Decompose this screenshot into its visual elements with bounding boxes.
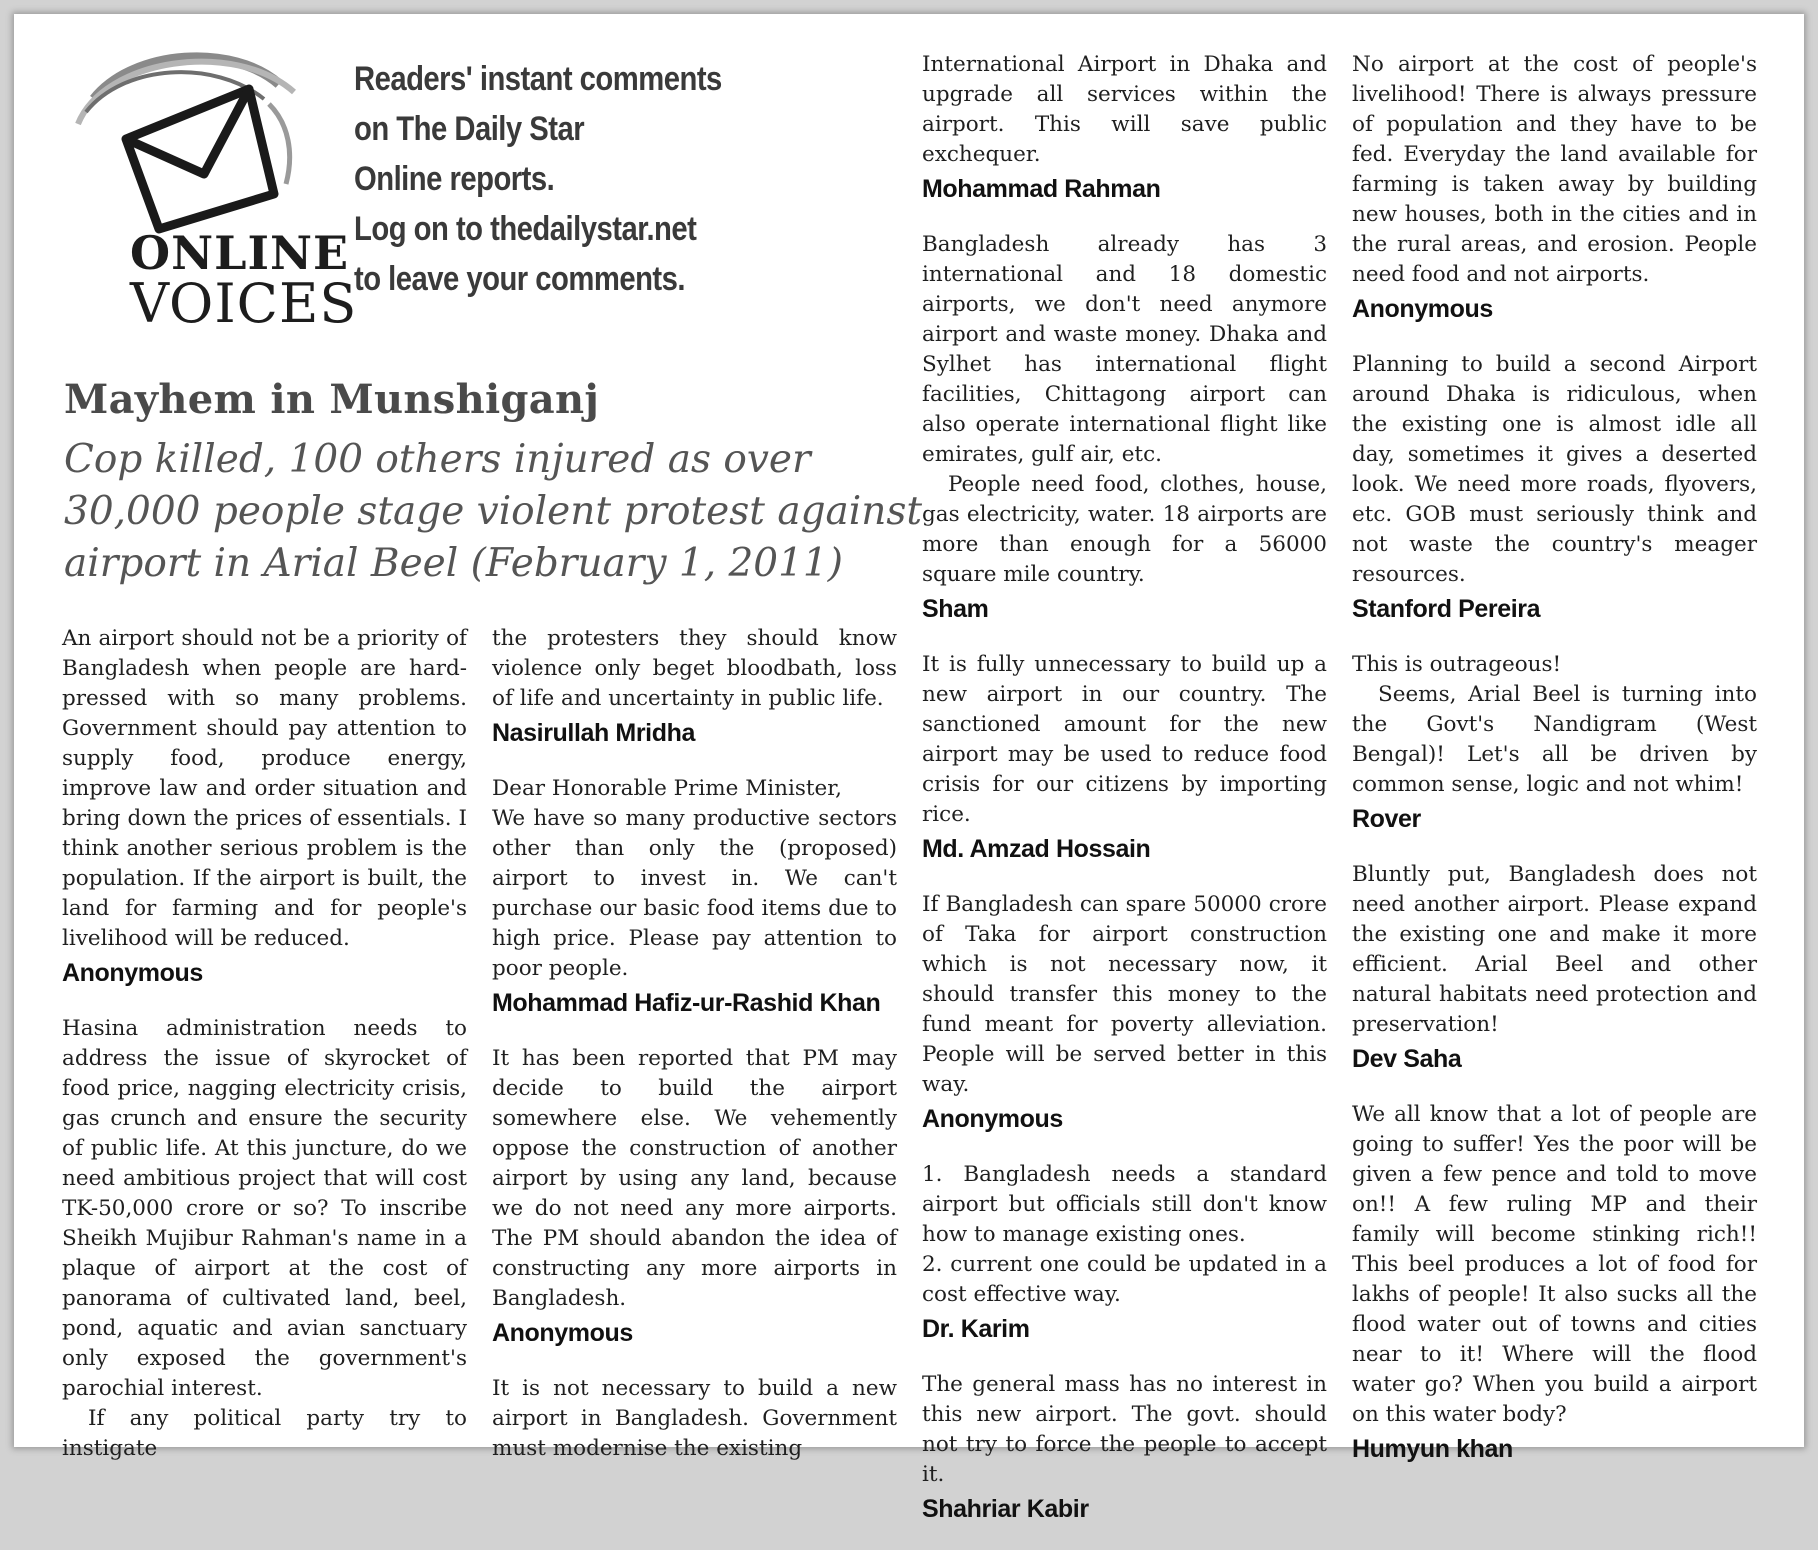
comment-text: It has been reported that PM may decide to build the airport somewhere else. We vehemently oppose the construction of another airport by using any land, because we do not need any more airports. The PM should abandon the idea of constructing any more airports in Bangladesh. xyxy=(492,1046,897,1311)
logo-text-voices: VOICES xyxy=(130,272,358,335)
commenter-name: Nasirullah Mridha xyxy=(492,719,695,747)
commenter-name: Rover xyxy=(1352,805,1421,833)
comment-text: Dear Honorable Prime Minister, xyxy=(492,776,842,801)
comment-text: Bangladesh already has 3 international and 18 domestic airports, we don't need anymore airport and waste money. Dhaka and Sylhet has international flight facilities, Chittagong airport can also operate international flight like emirates, gulf air, etc. xyxy=(922,232,1327,467)
promo-text xyxy=(354,54,836,304)
comment-text: This is outrageous! xyxy=(1352,652,1562,677)
commenter-name: Mohammad Hafiz-ur-Rashid Khan xyxy=(492,989,881,1017)
commenter-name: Anonymous xyxy=(922,1105,1063,1133)
comment-text: Planning to build a second Airport around Dhaka is ridiculous, when the existing one is almost idle all day, sometimes it gives a deserted look. We need more roads, flyovers, etc. GOB must seriously think and not waste the country's meager resources. xyxy=(1352,352,1757,587)
promo-line: Readers' instant comments xyxy=(354,60,722,98)
promo-line: Online reports. xyxy=(354,160,555,198)
commenter-name: Sham xyxy=(922,595,989,623)
commenter-name: Dr. Karim xyxy=(922,1315,1030,1343)
promo-line: on The Daily Star xyxy=(354,110,585,148)
envelope-icon xyxy=(64,44,324,234)
comment-text: It is not necessary to build a new airport in Bangladesh. Government must modernise the existing xyxy=(492,1376,897,1461)
comment-text: International Airport in Dhaka and upgrade all services within the airport. This will save public exchequer. xyxy=(922,52,1327,167)
comment-column-3 xyxy=(922,50,1327,1550)
commenter-name: Shahriar Kabir xyxy=(922,1495,1089,1523)
comment-text: If Bangladesh can spare 50000 crore of Taka for airport construction which is not necessary now, it should transfer this money to the fund meant for poverty alleviation. People will be served better in this way. xyxy=(922,892,1327,1097)
comment-text: The general mass has no interest in this new airport. The govt. should not try to force the people to accept it. xyxy=(922,1372,1327,1487)
comment-column-4 xyxy=(1352,50,1757,1490)
commenter-name: Dev Saha xyxy=(1352,1045,1462,1073)
comment-text: People need food, clothes, house, gas electricity, water. 18 airports are more than enough for a 56000 square mile country. xyxy=(922,472,1327,587)
comment-text: We have so many productive sectors other than only the (proposed) airport to invest in. We can't purchase our basic food items due to high price. Please pay attention to poor people. xyxy=(492,806,897,981)
comment-text: Bluntly put, Bangladesh does not need another airport. Please expand the existing one and make it more efficient. Arial Beel and other natural habitats need protection and preservation! xyxy=(1352,862,1757,1037)
commenter-name: Humyun khan xyxy=(1352,1435,1513,1463)
logo-text-online: ONLINE xyxy=(130,226,350,280)
newspaper-page xyxy=(14,14,1804,1523)
comment-text: It is fully unnecessary to build up a new airport in our country. The sanctioned amount for the new airport may be used to reduce food crisis for our citizens by importing rice. xyxy=(922,652,1327,827)
comment-text: the protesters they should know violence only beget bloodbath, loss of life and uncertainty in public life. xyxy=(492,626,897,711)
commenter-name: Mohammad Rahman xyxy=(922,175,1161,203)
comment-text: 2. current one could be updated in a cost effective way. xyxy=(922,1252,1327,1307)
promo-line: Log on to thedailystar.net xyxy=(354,210,697,248)
commenter-name: Anonymous xyxy=(492,1319,633,1347)
comment-text: Hasina administration needs to address the issue of skyrocket of food price, nagging electricity crisis, gas crunch and ensure the security of public life. At this juncture, do we need ambitious project that will cost TK-50,000 crore or so? To inscribe Sheikh Mujibur Rahman's name in a plaque of airport at the cost of panorama of cultivated land, beel, pond, aquatic and avian sanctuary only exposed the government's parochial interest. xyxy=(62,1016,467,1401)
commenter-name: Md. Amzad Hossain xyxy=(922,835,1151,863)
article-subhead: Cop killed, 100 others injured as over 30,000 people stage violent protest against airport in Arial Beel (February 1, 2011) xyxy=(64,437,923,586)
comment-text: No airport at the cost of people's livelihood! There is always pressure of population and they have to be fed. Everyday the land available for farming is taken away by building new houses, both in the cities and in the rural areas, and erosion. People need food and not airports. xyxy=(1352,52,1757,287)
comment-column-2 xyxy=(492,624,897,1464)
comment-text: An airport should not be a priority of Bangladesh when people are hard-pressed with so many problems. Government should pay attention to supply food, produce energy, improve law and order situation and bring down the prices of essentials. I think another serious problem is the population. If the airport is built, the land for farming and for people's livelihood will be reduced. xyxy=(62,626,467,951)
commenter-name: Stanford Pereira xyxy=(1352,595,1541,623)
online-voices-logo xyxy=(64,44,358,335)
comment-text: Seems, Arial Beel is turning into the Govt's Nandigram (West Bengal)! Let's all be driven by common sense, logic and not whim! xyxy=(1352,682,1757,797)
comment-text: We all know that a lot of people are going to suffer! Yes the poor will be given a few pence and told to move on!! A few ruling MP and their family will become stinking rich!! This beel produces a lot of food for lakhs of people! It also sucks all the flood water out of towns and cities near to it! Where will the flood water go? When you build a airport on this water body? xyxy=(1352,1102,1757,1427)
comment-column-1 xyxy=(62,624,467,1464)
comment-text: 1. Bangladesh needs a standard airport but officials still don't know how to manage existing ones. xyxy=(922,1162,1327,1247)
promo-line: to leave your comments. xyxy=(354,260,686,298)
article-headline: Mayhem in Munshiganj xyxy=(64,376,600,423)
comment-text: If any political party try to instigate xyxy=(62,1406,467,1461)
commenter-name: Anonymous xyxy=(1352,295,1493,323)
commenter-name: Anonymous xyxy=(62,959,203,987)
